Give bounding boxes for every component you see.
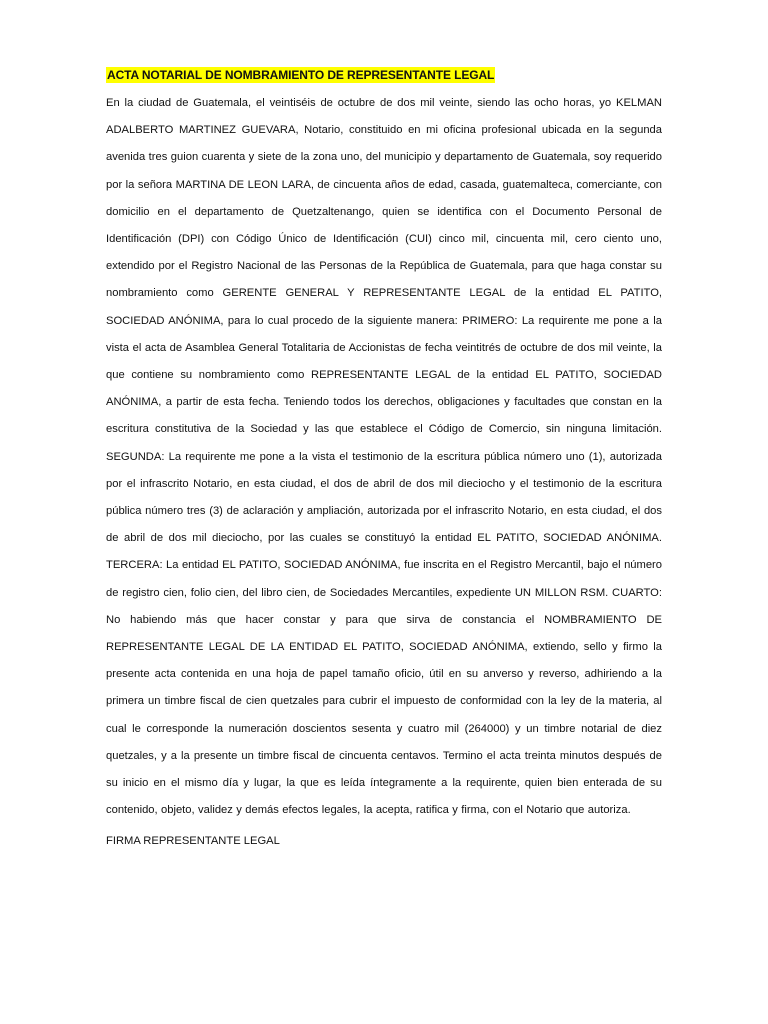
document-title: ACTA NOTARIAL DE NOMBRAMIENTO DE REPRESENTANTE LEGAL: [107, 68, 495, 82]
document-page: [106, 66, 662, 849]
signature-line: FIRMA REPRESENTANTE LEGAL: [106, 835, 280, 848]
document-body: En la ciudad de Guatemala, el veintiséis de octubre de dos mil veinte, siendo las ocho horas, yo KELMAN ADALBERTO MARTINEZ GUEVARA, Notario, constituido en mi oficina profesional ubicada en la segunda avenida tres guion cuarenta y siete de la zona uno, del municipio y departamento de Guatemala, soy requerido por la señora MARTINA DE LEON LARA, de cincuenta años de edad, casada, guatemalteca, comerciante, con domicilio en el departamento de Quetzaltenango, quien se identifica con el Documento Personal de Identificación (DPI) con Código Único de Identificación (CUI) cinco mil, cincuenta mil, cero ciento uno, extendido por el Registro Nacional de las Personas de la República de Guatemala, para que haga constar su nombramiento como GERENTE GENERAL Y REPRESENTANTE LEGAL de la entidad EL PATITO, SOCIEDAD ANÓNIMA, para lo cual procedo de la siguiente manera: PRIMERO: La requirente me pone a la vista el acta de Asamblea General Totalitaria de Accionistas de fecha veintitrés de octubre de dos mil veinte, la que contiene su nombramiento como REPRESENTANTE LEGAL de la entidad EL PATITO, SOCIEDAD ANÓNIMA, a partir de esta fecha. Teniendo todos los derechos, obligaciones y facultades que constan en la escritura constitutiva de la Sociedad y las que establece el Código de Comercio, sin ninguna limitación. SEGUNDA: La requirente me pone a la vista el testimonio de la escritura pública número uno (1), autorizada por el infrascrito Notario, en esta ciudad, el dos de abril de dos mil dieciocho y el testimonio de la escritura pública número tres (3) de aclaración y ampliación, autorizada por el infrascrito Notario, en esta ciudad, el dos de abril de dos mil dieciocho, por las cuales se constituyó la entidad EL PATITO, SOCIEDAD ANÓNIMA. TERCERA: La entidad EL PATITO, SOCIEDAD ANÓNIMA, fue inscrita en el Registro Mercantil, bajo el número de registro cien, folio cien, del libro cien, de Sociedades Mercantiles, expediente UN MILLON RSM. CUARTO: No habiendo más que hacer constar y para que sirva de constancia el NOMBRAMIENTO DE REPRESENTANTE LEGAL DE LA ENTIDAD EL PATITO, SOCIEDAD ANÓNIMA, extiendo, sello y firmo la presente acta contenida en una hoja de papel tamaño oficio, útil en su anverso y reverso, adhiriendo a la primera un timbre fiscal de cien quetzales para cubrir el impuesto de conformidad con la ley de la materia, al cual le corresponde la numeración doscientos sesenta y cuatro mil (264000) y un timbre notarial de diez quetzales, y a la presente un timbre fiscal de cincuenta centavos. Termino el acta treinta minutos después de su inicio en el mismo día y lugar, la que es leída íntegramente a la requirente, quien bien enterada de su contenido, objeto, validez y demás efectos legales, la acepta, ratifica y firma, con el Notario que autoriza.: [106, 97, 662, 817]
